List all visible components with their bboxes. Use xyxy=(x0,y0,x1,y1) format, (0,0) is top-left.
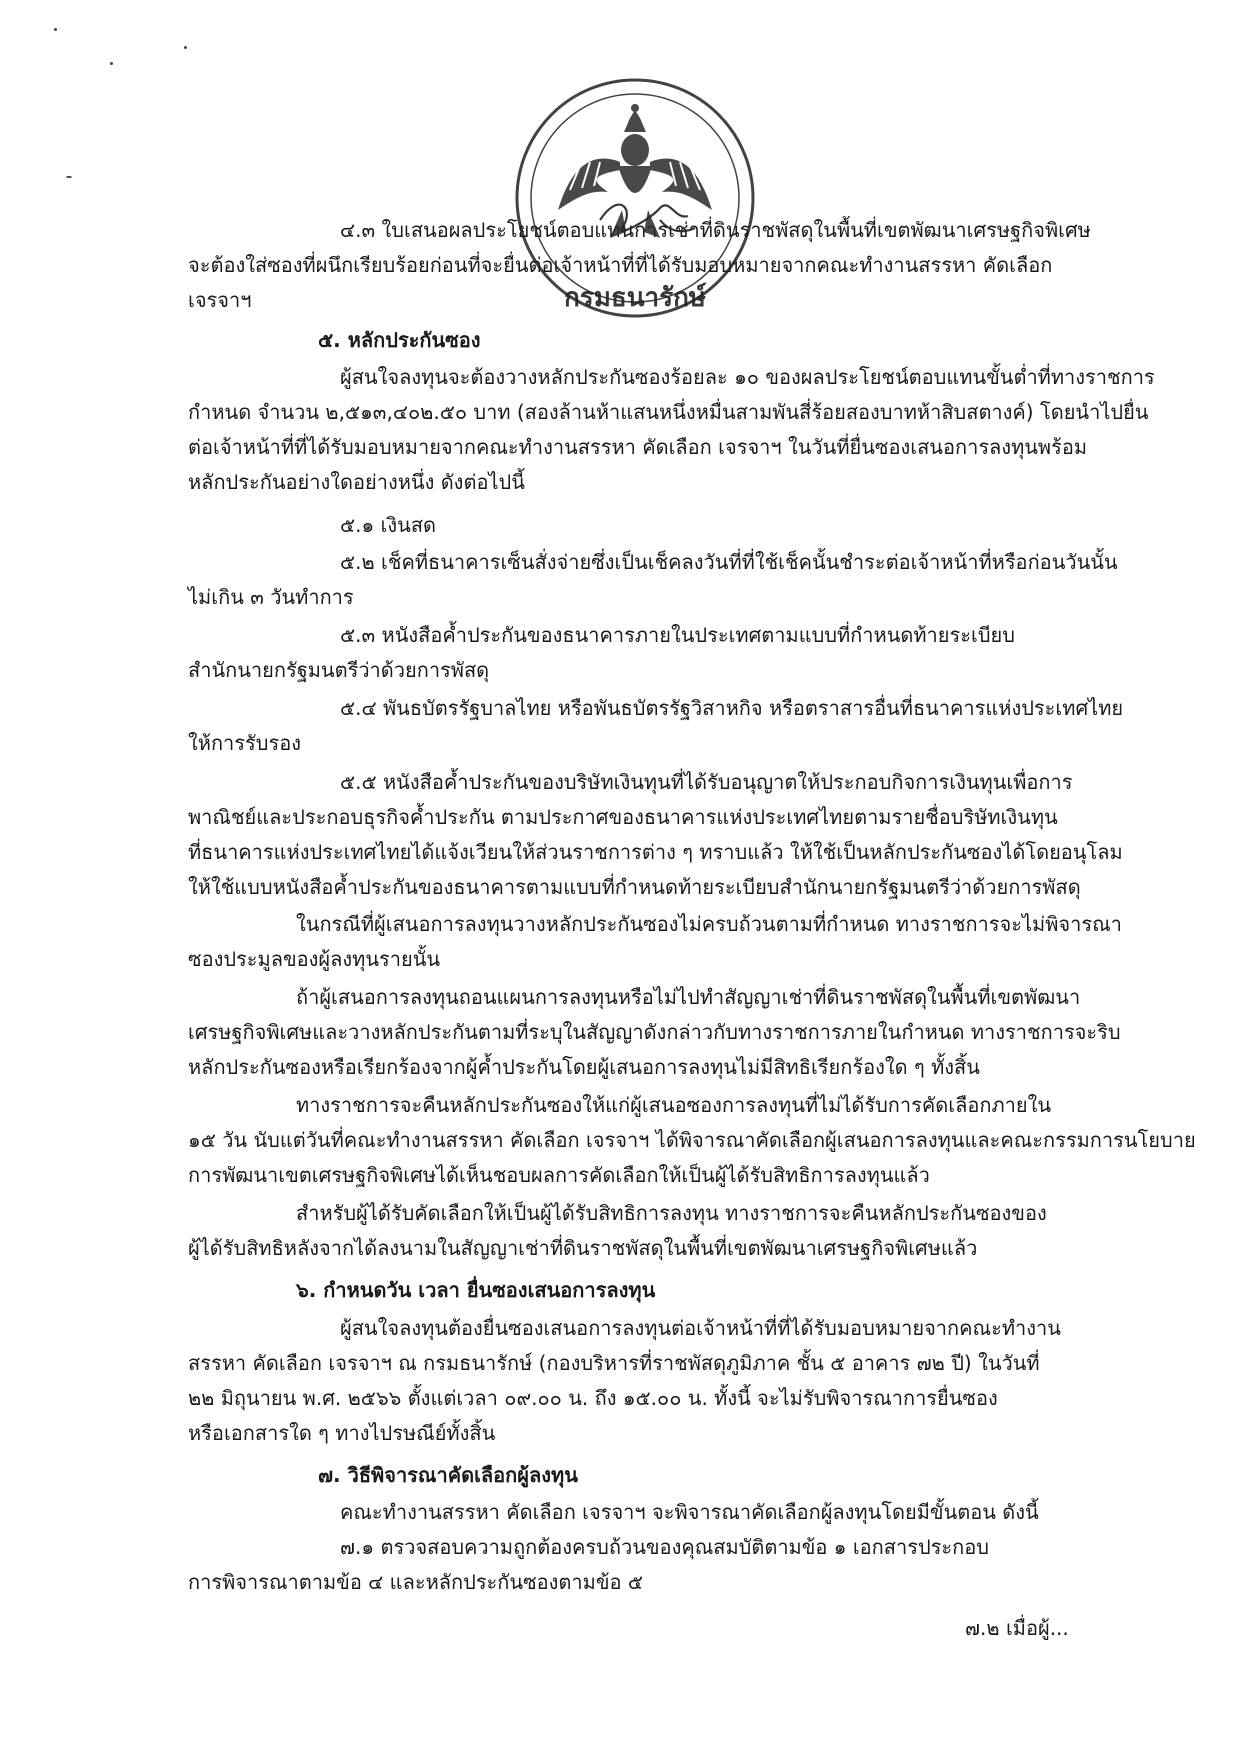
sec6-heading: ๖. กำหนดวัน เวลา ยื่นซองเสนอการลงทุน xyxy=(296,1278,656,1302)
sec5-p3-line-2: เศรษฐกิจพิเศษและวางหลักประกันตามที่ระบุในสัญญาดังกล่าวกับทางราชการภายในกำหนด ทางราชการจะริบ xyxy=(188,1020,1121,1044)
sec6-p1-line-3: ๒๒ มิถุนายน พ.ศ. ๒๕๖๖ ตั้งแต่เวลา ๐๙.๐๐ น. ถึง ๑๕.๐๐ น. ทั้งนี้ จะไม่รับพิจารณาการยื่นซอง xyxy=(188,1386,998,1410)
sec5-item-5-line-2: พาณิชย์และประกอบธุรกิจค้ำประกัน ตามประกาศของธนาคารแห่งประเทศไทยตามรายชื่อบริษัทเงินทุน xyxy=(188,805,1058,829)
sec5-p3-line-3: หลักประกันซองหรือเรียกร้องจากผู้ค้ำประกันโดยผู้เสนอการลงทุนไม่มีสิทธิเรียกร้องใด ๆ ทั้งสิ้น xyxy=(188,1055,980,1079)
sec5-item-2-line-1: ๕.๒ เช็คที่ธนาคารเซ็นสั่งจ่ายซึ่งเป็นเช็คลงวันที่ที่ใช้เช็คนั้นชำระต่อเจ้าหน้าที่หรือก่อนวันนั้น xyxy=(340,550,1118,574)
sec5-p1-line-1: ผู้สนใจลงทุนจะต้องวางหลักประกันซองร้อยละ ๑๐ ของผลประโยชน์ตอบแทนขั้นต่ำที่ทางราชการ xyxy=(340,365,1155,389)
sec7-item-1-line-1: ๗.๑ ตรวจสอบความถูกต้องครบถ้วนของคุณสมบัติตามข้อ ๑ เอกสารประกอบ xyxy=(340,1535,989,1559)
sec5-p5-line-2: ผู้ได้รับสิทธิหลังจากได้ลงนามในสัญญาเช่าที่ดินราชพัสดุในพื้นที่เขตพัฒนาเศรษฐกิจพิเศษแล้ว xyxy=(188,1236,978,1260)
sec5-p3-line-1: ถ้าผู้เสนอการลงทุนถอนแผนการลงทุนหรือไม่ไปทำสัญญาเช่าที่ดินราชพัสดุในพื้นที่เขตพัฒนา xyxy=(296,985,1081,1009)
garuda-emblem-icon xyxy=(558,104,712,238)
sec7-item-1-line-2: การพิจารณาตามข้อ ๔ และหลักประกันซองตามข้อ ๕ xyxy=(188,1570,644,1594)
sec7-p1: คณะทำงานสรรหา คัดเลือก เจรจาฯ จะพิจารณาคัดเลือกผู้ลงทุนโดยมีขั้นตอน ดังนี้ xyxy=(340,1500,1039,1524)
sec5-p1-line-4: หลักประกันอย่างใดอย่างหนึ่ง ดังต่อไปนี้ xyxy=(188,470,525,494)
scan-speck xyxy=(66,176,72,178)
sec7-heading: ๗. วิธีพิจารณาคัดเลือกผู้ลงทุน xyxy=(318,1463,578,1487)
sec5-p4-line-2: ๑๕ วัน นับแต่วันที่คณะทำงานสรรหา คัดเลือก เจรจาฯ ได้พิจารณาคัดเลือกผู้เสนอการลงทุนและคณะกรรมการนโยบาย xyxy=(188,1128,1196,1152)
sec5-p1-line-2: กำหนด จำนวน ๒,๕๑๓,๔๐๒.๕๐ บาท (สองล้านห้าแสนหนึ่งหมื่นสามพันสี่ร้อยสองบาทห้าสิบสตางค์) โดยนำไปยื่น xyxy=(188,400,1149,424)
sec4-3-line-3: เจรจาฯ xyxy=(188,288,252,312)
sec5-item-1: ๕.๑ เงินสด xyxy=(340,513,437,537)
sec5-item-5-line-4: ให้ใช้แบบหนังสือค้ำประกันของธนาคารตามแบบที่กำหนดท้ายระเบียบสำนักนายกรัฐมนตรีว่าด้วยการพัสดุ xyxy=(188,875,1081,899)
sec4-3-line-2: จะต้องใส่ซองที่ผนึกเรียบร้อยก่อนที่จะยื่นต่อเจ้าหน้าที่ที่ได้รับมอบหมายจากคณะทำงานสรรหา คัดเลือก xyxy=(188,253,1053,277)
sec5-p4-line-1: ทางราชการจะคืนหลักประกันซองให้แก่ผู้เสนอซองการลงทุนที่ไม่ได้รับการคัดเลือกภายใน xyxy=(296,1093,1052,1117)
scan-speck xyxy=(184,46,187,49)
sec5-heading: ๕. หลักประกันซอง xyxy=(318,328,481,352)
scan-speck xyxy=(54,28,57,31)
sec5-item-2-line-2: ไม่เกิน ๓ วันทำการ xyxy=(188,585,354,609)
sec4-3-line-1: ๔.๓ ใบเสนอผลประโยชน์ตอบแทนการเช่าที่ดินราชพัสดุในพื้นที่เขตพัฒนาเศรษฐกิจพิเศษ xyxy=(340,218,1091,242)
sec5-item-3-line-2: สำนักนายกรัฐมนตรีว่าด้วยการพัสดุ xyxy=(188,658,490,682)
sec5-item-4-line-1: ๕.๔ พันธบัตรรัฐบาลไทย หรือพันธบัตรรัฐวิสาหกิจ หรือตราสารอื่นที่ธนาคารแห่งประเทศไทย xyxy=(340,696,1124,720)
sec6-p1-line-2: สรรหา คัดเลือก เจรจาฯ ณ กรมธนารักษ์ (กองบริหารที่ราชพัสดุภูมิภาค ชั้น ๕ อาคาร ๗๒ ปี) ในวันที่ xyxy=(188,1351,1040,1375)
sec5-p1-line-3: ต่อเจ้าหน้าที่ที่ได้รับมอบหมายจากคณะทำงานสรรหา คัดเลือก เจรจาฯ ในวันที่ยื่นซองเสนอการลงทุนพร้อม xyxy=(188,435,1088,459)
sec5-item-4-line-2: ให้การรับรอง xyxy=(188,731,301,755)
sec5-p4-line-3: การพัฒนาเขตเศรษฐกิจพิเศษได้เห็นชอบผลการคัดเลือกให้เป็นผู้ได้รับสิทธิการลงทุนแล้ว xyxy=(188,1163,930,1187)
sec5-item-3-line-1: ๕.๓ หนังสือค้ำประกันของธนาคารภายในประเทศตามแบบที่กำหนดท้ายระเบียบ xyxy=(340,623,1015,647)
scan-speck xyxy=(110,62,113,65)
sec5-p2-line-1: ในกรณีที่ผู้เสนอการลงทุนวางหลักประกันซองไม่ครบถ้วนตามที่กำหนด ทางราชการจะไม่พิจารณา xyxy=(296,912,1122,936)
official-seal-stamp xyxy=(510,70,760,330)
sec6-p1-line-4: หรือเอกสารใด ๆ ทางไปรษณีย์ทั้งสิ้น xyxy=(188,1421,496,1445)
sec6-p1-line-1: ผู้สนใจลงทุนต้องยื่นซองเสนอการลงทุนต่อเจ้าหน้าที่ที่ได้รับมอบหมายจากคณะทำงาน xyxy=(340,1316,1061,1340)
sec5-p5-line-1: สำหรับผู้ได้รับคัดเลือกให้เป็นผู้ได้รับสิทธิการลงทุน ทางราชการจะคืนหลักประกันซองของ xyxy=(296,1201,1047,1225)
seal-text: กรมธนารักษ์ xyxy=(564,283,706,313)
sec5-item-5-line-3: ที่ธนาคารแห่งประเทศไทยได้แจ้งเวียนให้ส่วนราชการต่าง ๆ ทราบแล้ว ให้ใช้เป็นหลักประกันซองได้โดยอนุโลม xyxy=(188,840,1123,864)
sec5-item-5-line-1: ๕.๕ หนังสือค้ำประกันของบริษัทเงินทุนที่ได้รับอนุญาตให้ประกอบกิจการเงินทุนเพื่อการ xyxy=(340,770,1073,794)
sec5-p2-line-2: ซองประมูลของผู้ลงทุนรายนั้น xyxy=(188,947,441,971)
page-continuation: ๗.๒ เมื่อผู้... xyxy=(965,1616,1069,1640)
